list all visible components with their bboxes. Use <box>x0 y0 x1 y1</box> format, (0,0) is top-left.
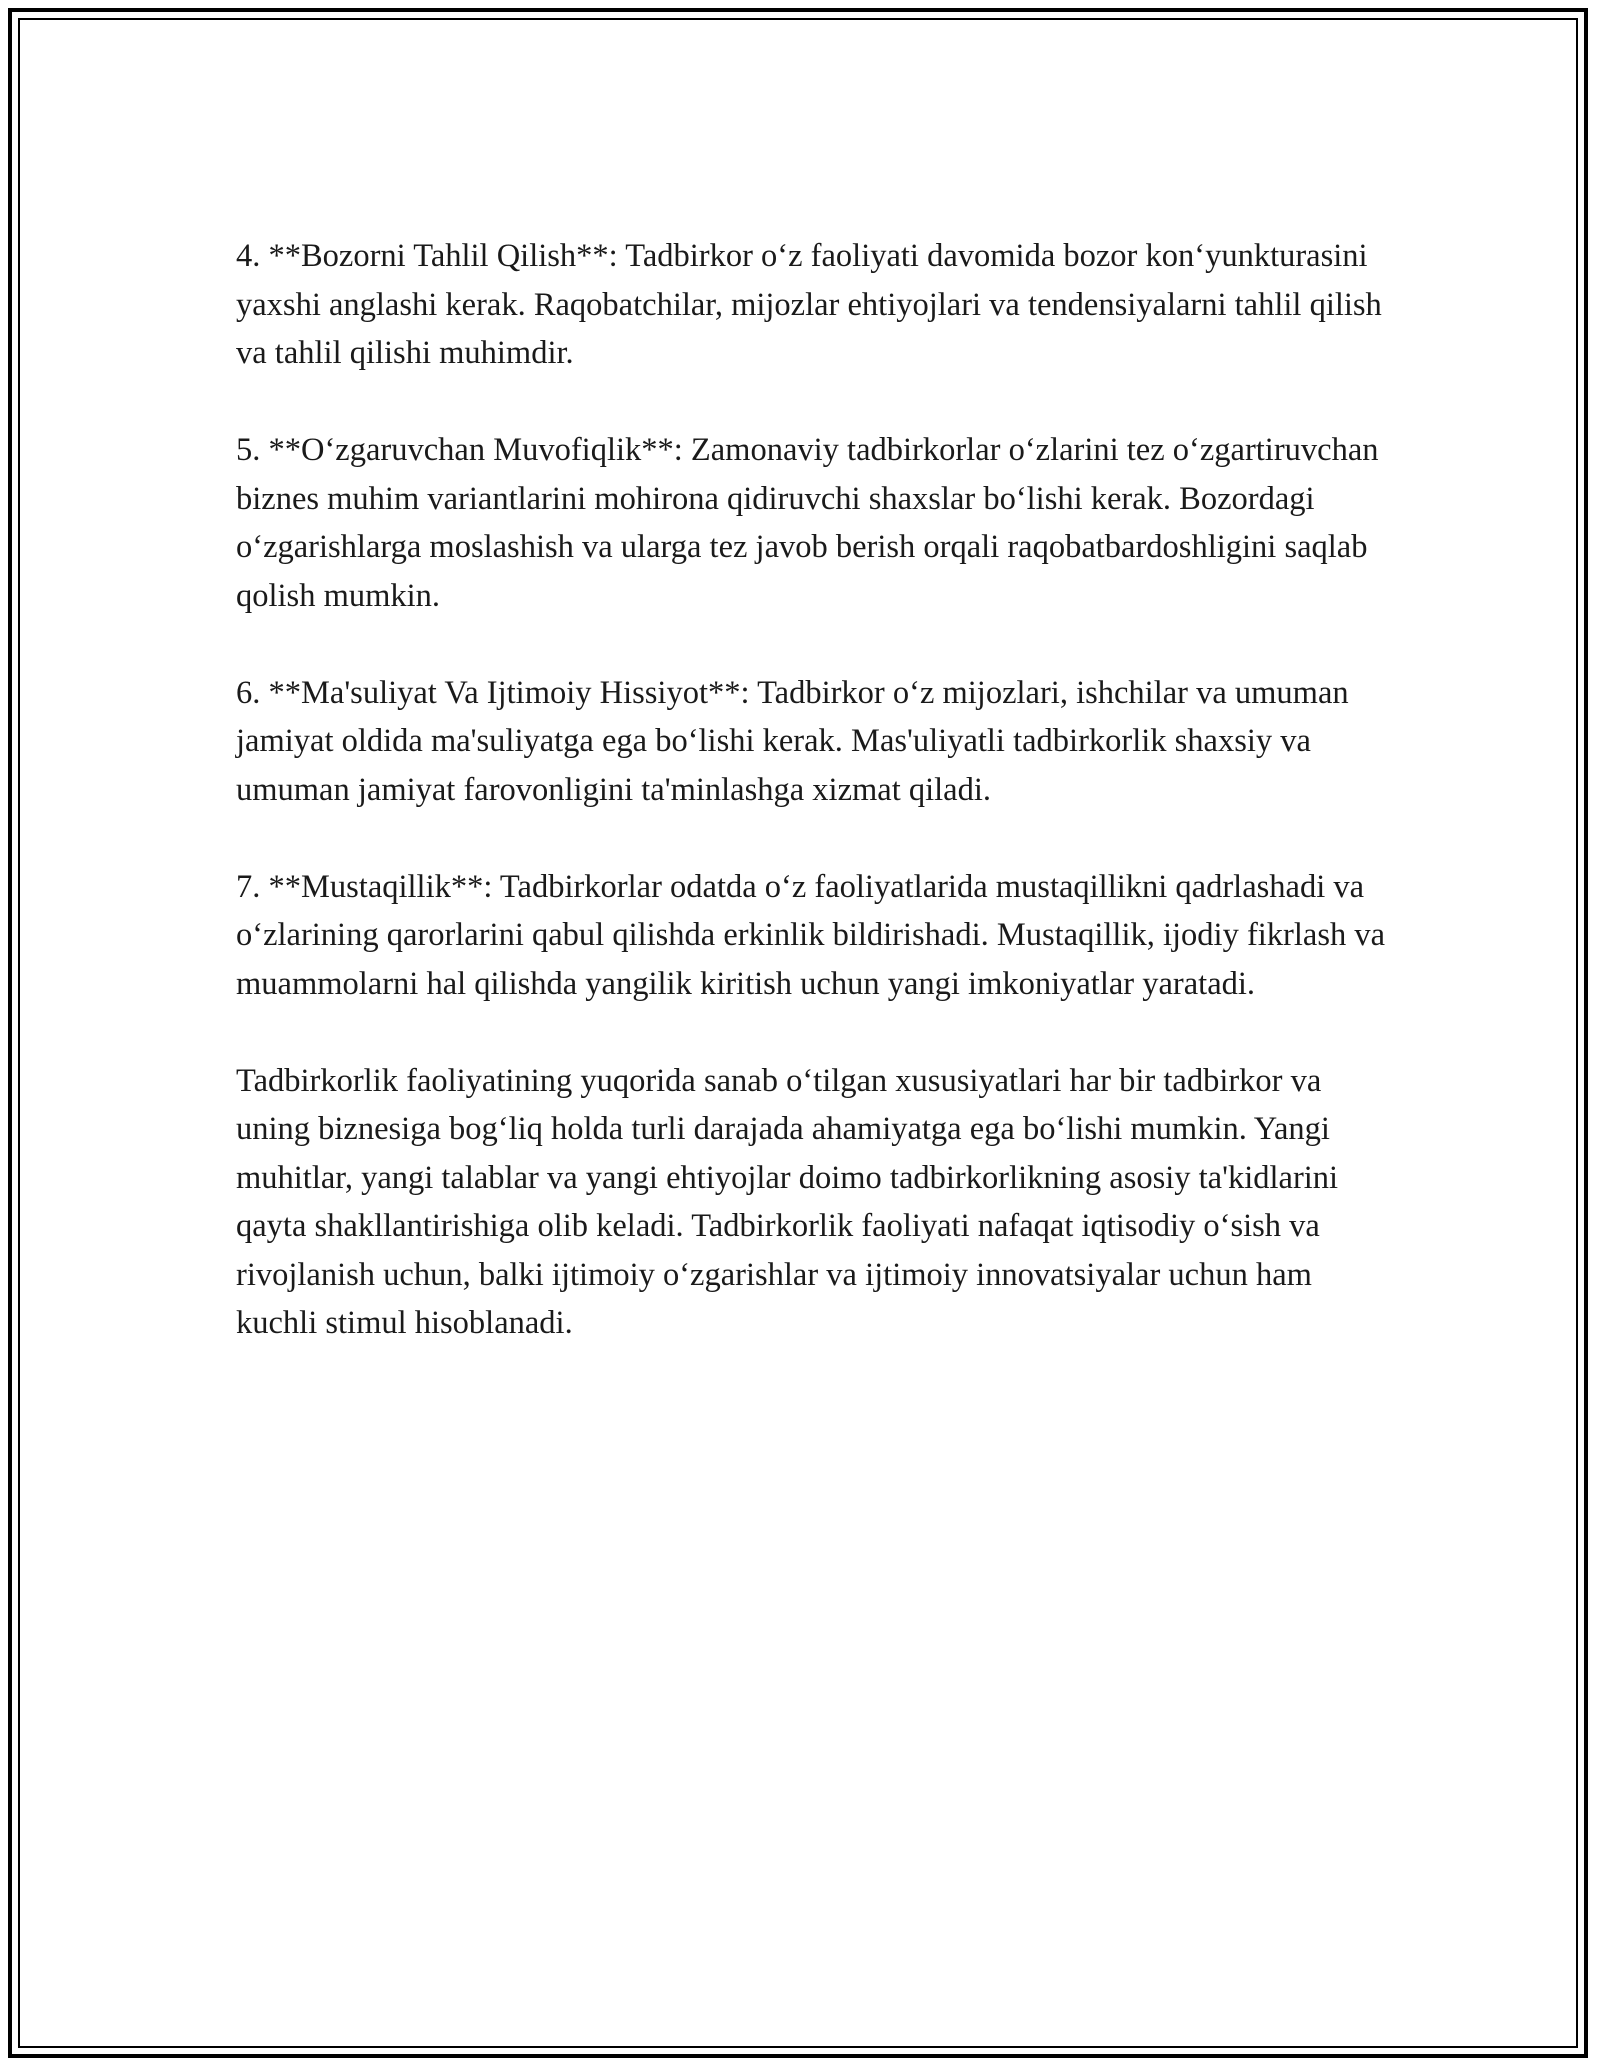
paragraph-mustaqillik: 7. **Mustaqillik**: Tadbirkorlar odatda o‘z faoliyatlarida mustaqillikni qadrlashadi va o‘zlarining qarorlarini qabul qilishda erkinlik bildirishadi. Mustaqillik, ijodiy fikrlash va muammolarni hal qilishda yangilik kiritish uchun yangi imkoniyatlar yaratadi. <box>236 868 1386 1002</box>
paragraph-bozorni-tahlil: 4. **Bozorni Tahlil Qilish**: Tadbirkor o‘z faoliyati davomida bozor kon‘yunkturasini yaxshi anglashi kerak. Raqobatchilar, mijozlar ehtiyojlari va tendensiyalarni tahlil qilish va tahlil qilishi muhimdir. <box>236 238 1382 371</box>
paragraph-conclusion: Tadbirkorlik faoliyatining yuqorida sanab o‘tilgan xususiyatlari har bir tadbirkor va uning biznesiga bog‘liq holda turli darajada ahamiyatga ega bo‘lishi mumkin. Yangi muhitlar, yangi talablar va yangi ehtiyojlar doimo tadbirkorlikning asosiy ta'kidlarini qayta shakllantirishiga olib keladi. Tadbirkorlik faoliyati nafaqat iqtisodiy o‘sish va rivojlanish uchun, balki ijtimoiy o‘zgarishlar va ijtimoiy innovatsiyalar uchun ham kuchli stimul hisoblanadi. <box>236 1062 1339 1341</box>
paragraph-ozgaruvchan-muvofiqlik: 5. **O‘zgaruvchan Muvofiqlik**: Zamonaviy tadbirkorlar o‘zlarini tez o‘zgartiruvchan biznes muhim variantlarini mohirona qidiruvchi shaxslar bo‘lishi kerak. Bozordagi o‘zgarishlarga moslashish va ularga tez javob berish orqali raqobatbardoshligini saqlab qolish mumkin. <box>236 432 1379 614</box>
document-body <box>236 232 1386 1396</box>
paragraph-masuliyat: 6. **Ma'suliyat Va Ijtimoiy Hissiyot**: Tadbirkor o‘z mijozlari, ishchilar va umuman jamiyat oldida ma'suliyatga ega bo‘lishi kerak. Mas'uliyatli tadbirkorlik shaxsiy va umuman jamiyat farovonligini ta'minlashga xizmat qiladi. <box>236 674 1349 808</box>
